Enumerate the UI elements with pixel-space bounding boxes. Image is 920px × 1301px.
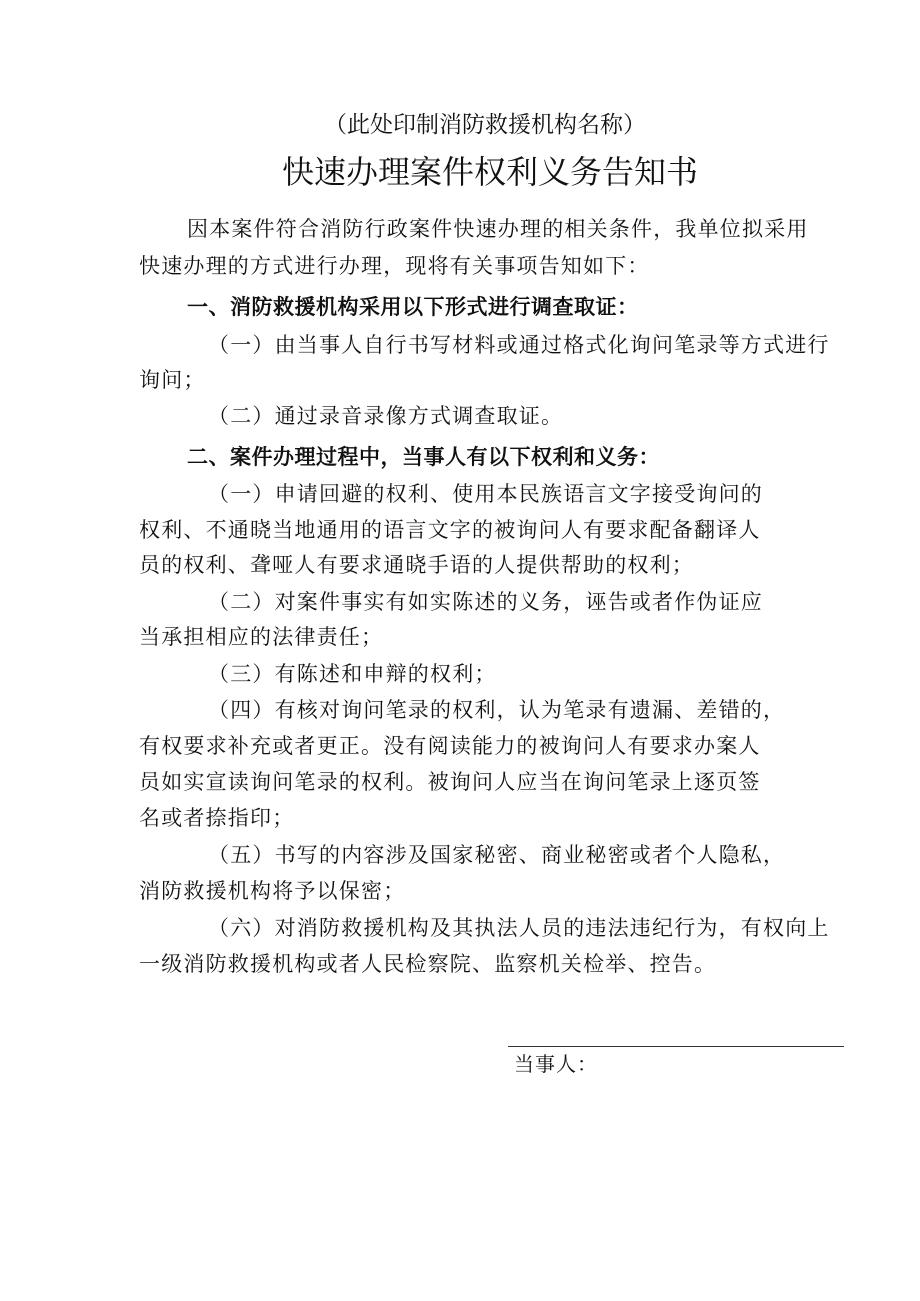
section-2-item-4-line-3: 员如实宣读询问笔录的权利。被询问人应当在询问笔录上逐页签 [139,770,761,794]
organization-name-placeholder: （此处印制消防救援机构名称） [324,112,646,138]
intro-line-1: 因本案件符合消防行政案件快速办理的相关条件，我单位拟采用 [187,217,809,241]
section-2-item-6-line-1: （六）对消防救援机构及其执法人员的违法违纪行为，有权向上 [208,916,830,940]
section-2-item-4-line-1: （四）有核对询问笔录的权利，认为笔录有遗漏、差错的， [208,698,786,722]
section-1-item-2-line-1: （二）通过录音录像方式调查取证。 [208,404,564,428]
section-1-item-1-line-1: （一）由当事人自行书写材料或通过格式化询问笔录等方式进行 [208,333,830,357]
document-title: 快速办理案件权利义务告知书 [281,153,698,191]
section-2-item-1-line-1: （一）申请回避的权利、使用本民族语言文字接受询问的 [208,482,763,506]
section-2-item-2-line-1: （二）对案件事实有如实陈述的义务，诬告或者作伪证应 [208,590,763,614]
section-2-item-1-line-3: 员的权利、聋哑人有要求通晓手语的人提供帮助的权利； [139,553,694,577]
section-2-item-4-line-4: 名或者捺指印； [139,806,295,830]
section-2-item-2-line-2: 当承担相应的法律责任； [139,625,384,649]
section-2-item-4-line-2: 有权要求补充或者更正。没有阅读能力的被询问人有要求办案人 [139,734,761,758]
section-2-item-3-line-1: （三）有陈述和申辩的权利； [208,662,497,686]
party-signature-label: 当事人： [514,1052,598,1076]
signature-rule [508,1046,844,1047]
section-1-item-1-line-2: 询问； [139,368,206,392]
section-2-item-5-line-2: 消防救援机构将予以保密； [139,879,406,903]
section-2-heading: 二、案件办理过程中，当事人有以下权利和义务： [187,445,660,469]
section-2-item-6-line-2: 一级消防救援机构或者人民检察院、监察机关检举、控告。 [139,952,717,976]
intro-line-2: 快速办理的方式进行办理，现将有关事项告知如下： [139,254,650,278]
section-1-heading: 一、消防救援机构采用以下形式进行调查取证： [187,295,639,319]
section-2-item-1-line-2: 权利、不通晓当地通用的语言文字的被询问人有要求配备翻译人 [139,518,761,542]
section-2-item-5-line-1: （五）书写的内容涉及国家秘密、商业秘密或者个人隐私， [208,843,786,867]
